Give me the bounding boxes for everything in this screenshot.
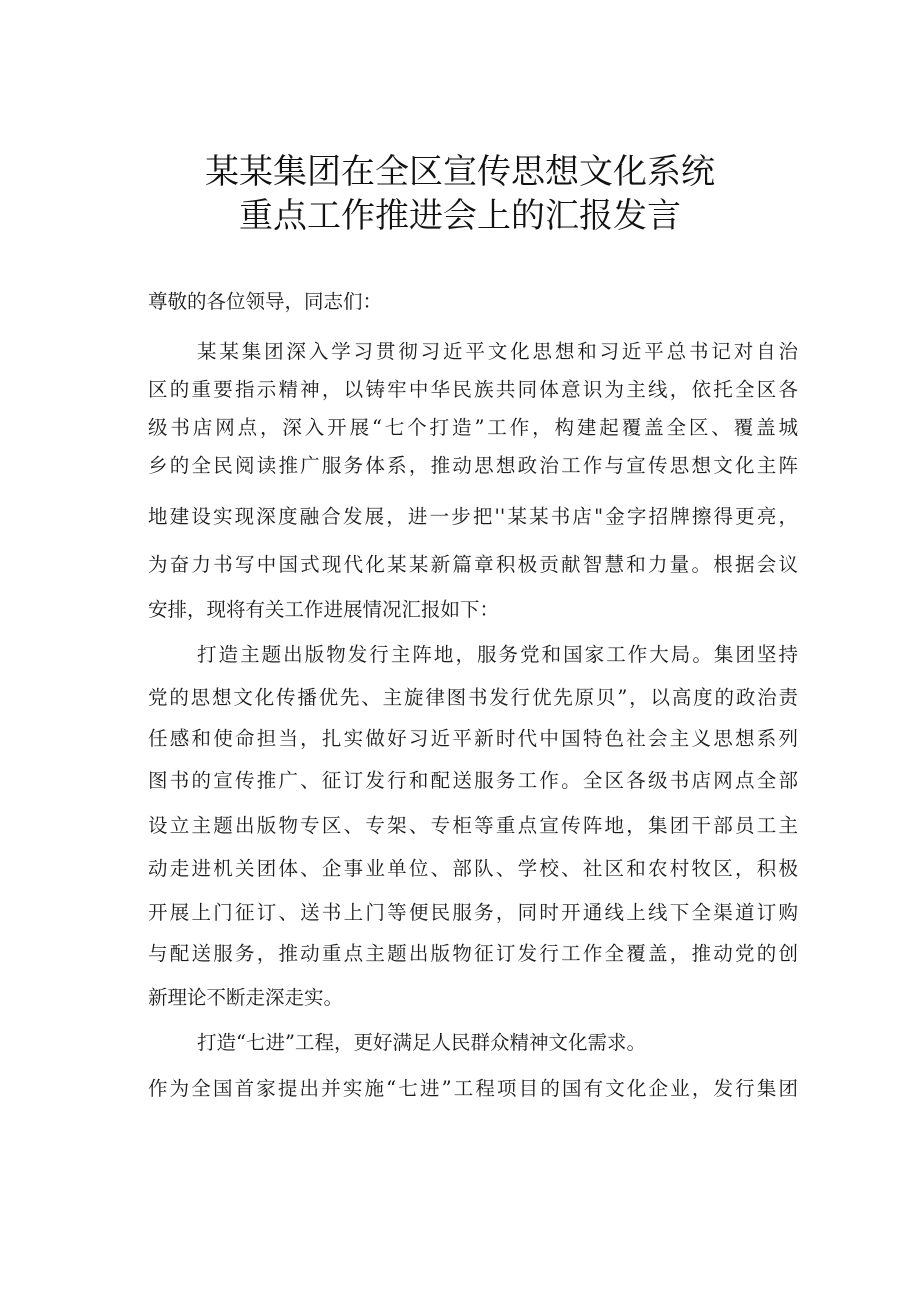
paragraph-2-line: 党的思想文化传播优先、主旋律图书发行优先原贝”，以高度的政治责 xyxy=(148,686,798,709)
paragraph-2-line: 新理论不断走深走实。 xyxy=(148,986,344,1009)
paragraph-1-line: 某某集团深入学习贯彻习近平文化思想和习近平总书记对自治 xyxy=(197,340,798,363)
paragraph-2-line: 打造主题出版物发行主阵地，服务党和国家工作大局。集团坚持 xyxy=(197,643,798,666)
document-title-line-2: 重点工作推进会上的汇报发言 xyxy=(239,196,681,236)
paragraph-1-line: 乡的全民阅读推广服务体系，推动思想政治工作与宣传思想文化主阵 xyxy=(148,454,798,477)
paragraph-1-line: 为奋力书写中国式现代化某某新篇章积极贡献智慧和力量。根据会议 xyxy=(148,553,798,576)
paragraph-2-line: 任感和使命担当，扎实做好习近平新时代中国特色社会主义思想系列 xyxy=(148,727,798,750)
paragraph-2-line: 设立主题出版物专区、专架、专柜等重点宣传阵地，集团干部员工主 xyxy=(148,814,798,837)
paragraph-1-line: 区的重要指示精神，以铸牢中华民族共同体意识为主线，依托全区各 xyxy=(148,378,798,401)
salutation: 尊敬的各位领导，同志们： xyxy=(148,290,383,313)
paragraph-2-line: 与配送服务，推动重点主题出版物征订发行工作全覆盖，推动党的创 xyxy=(148,942,798,965)
paragraph-2-line: 动走进机关团体、企事业单位、部队、学校、社区和农村牧区，积极 xyxy=(148,857,798,880)
paragraph-1-line: 地建设实现深度融合发展，进一步把''某某书店"金字招牌擦得更亮， xyxy=(148,505,798,528)
paragraph-2-line: 图书的宣传推广、征订发行和配送服务工作。全区各级书店网点全部 xyxy=(148,769,798,792)
paragraph-1-line: 安排，现将有关工作进展情况汇报如下： xyxy=(148,598,500,621)
paragraph-2-line: 开展上门征订、送书上门等便民服务，同时开通线上线下全渠道订购 xyxy=(148,901,798,924)
paragraph-3-line: 打造“七进”工程，更好满足人民群众精神文化需求。 xyxy=(197,1031,646,1054)
paragraph-3-line: 作为全国首家提出并实施“七进”工程项目的国有文化企业，发行集团 xyxy=(148,1077,798,1100)
paragraph-1-line: 级书店网点，深入开展“七个打造”工作，构建起覆盖全区、覆盖城 xyxy=(148,416,798,439)
document-title-line-1: 某某集团在全区宣传思想文化系统 xyxy=(205,152,715,192)
